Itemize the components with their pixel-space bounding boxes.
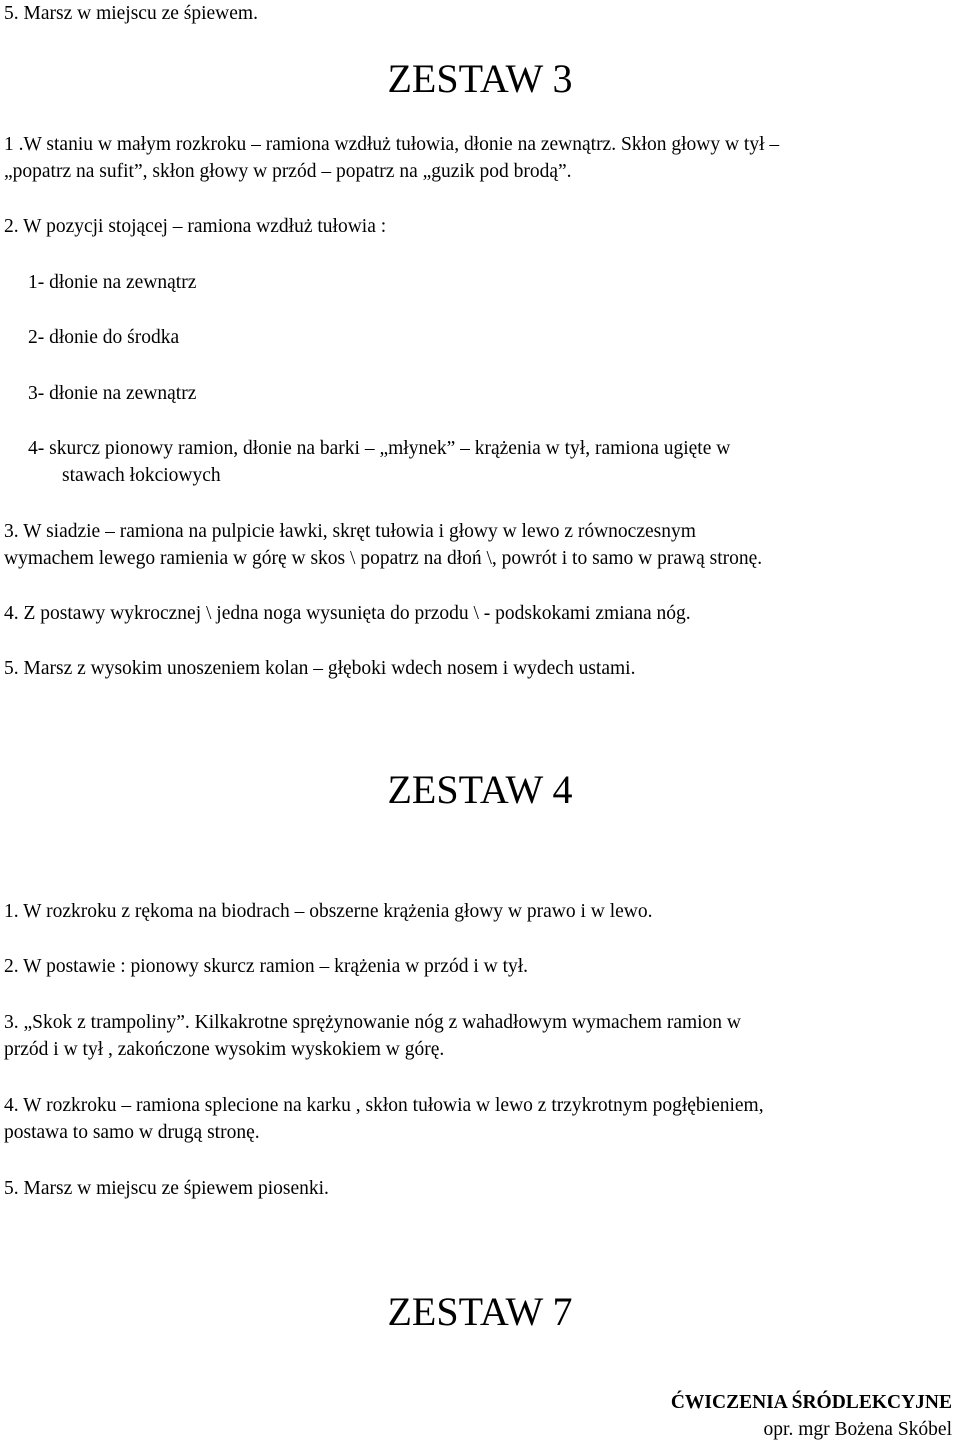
zestaw3-sub4-line1: 4- skurcz pionowy ramion, dłonie na barki – „młynek” – krążenia w tył, ramiona ugięte w (28, 438, 731, 459)
zestaw4-item1: 1. W rozkroku z rękoma na biodrach – obszerne krążenia głowy w prawo i w lewo. (4, 901, 653, 922)
zestaw3-item3-line2: wymachem lewego ramienia w górę w skos \ popatrz na dłoń \, powrót i to samo w prawą stronę. (4, 548, 763, 569)
zestaw7-heading: ZESTAW 7 (387, 1289, 573, 1334)
footer-title: ĆWICZENIA ŚRÓDLEKCYJNE (670, 1392, 952, 1413)
zestaw4-item3-line2: przód i w tył , zakończone wysokim wyskokiem w górę. (4, 1039, 445, 1060)
zestaw3-item4: 4. Z postawy wykrocznej \ jedna noga wysunięta do przodu \ - podskokami zmiana nóg. (4, 603, 691, 624)
zestaw3-item5: 5. Marsz z wysokim unoszeniem kolan – głęboki wdech nosem i wydech ustami. (4, 658, 636, 679)
top-line: 5. Marsz w miejscu ze śpiewem. (4, 3, 258, 24)
zestaw3-sub3: 3- dłonie na zewnątrz (28, 383, 197, 404)
zestaw4-item2: 2. W postawie : pionowy skurcz ramion – krążenia w przód i w tył. (4, 956, 529, 977)
zestaw4-item4-line2: postawa to samo w drugą stronę. (4, 1122, 260, 1143)
zestaw4-item3-line1: 3. „Skok z trampoliny”. Kilkakrotne sprężynowanie nóg z wahadłowym wymachem ramion w (4, 1012, 742, 1033)
zestaw3-sub2: 2- dłonie do środka (28, 327, 180, 348)
zestaw3-item1-line2: „popatrz na sufit”, skłon głowy w przód – popatrz na „guzik pod brodą”. (4, 161, 572, 182)
zestaw3-sub4-line2: stawach łokciowych (62, 465, 221, 486)
zestaw3-item1-line1: 1 .W staniu w małym rozkroku – ramiona wzdłuż tułowia, dłonie na zewnątrz. Skłon głowy w tył – (4, 134, 780, 155)
zestaw3-sub1: 1- dłonie na zewnątrz (28, 272, 197, 293)
zestaw3-item2: 2. W pozycji stojącej – ramiona wzdłuż tułowia : (4, 216, 387, 237)
zestaw4-item5: 5. Marsz w miejscu ze śpiewem piosenki. (4, 1178, 329, 1199)
zestaw3-heading: ZESTAW 3 (387, 56, 573, 101)
zestaw4-heading: ZESTAW 4 (387, 767, 573, 812)
zestaw4-item4-line1: 4. W rozkroku – ramiona splecione na karku , skłon tułowia w lewo z trzykrotnym pogłębieniem, (4, 1095, 764, 1116)
zestaw3-item3-line1: 3. W siadzie – ramiona na pulpicie ławki, skręt tułowia i głowy w lewo z równoczesnym (4, 521, 696, 542)
footer-author: opr. mgr Bożena Skóbel (763, 1419, 952, 1440)
